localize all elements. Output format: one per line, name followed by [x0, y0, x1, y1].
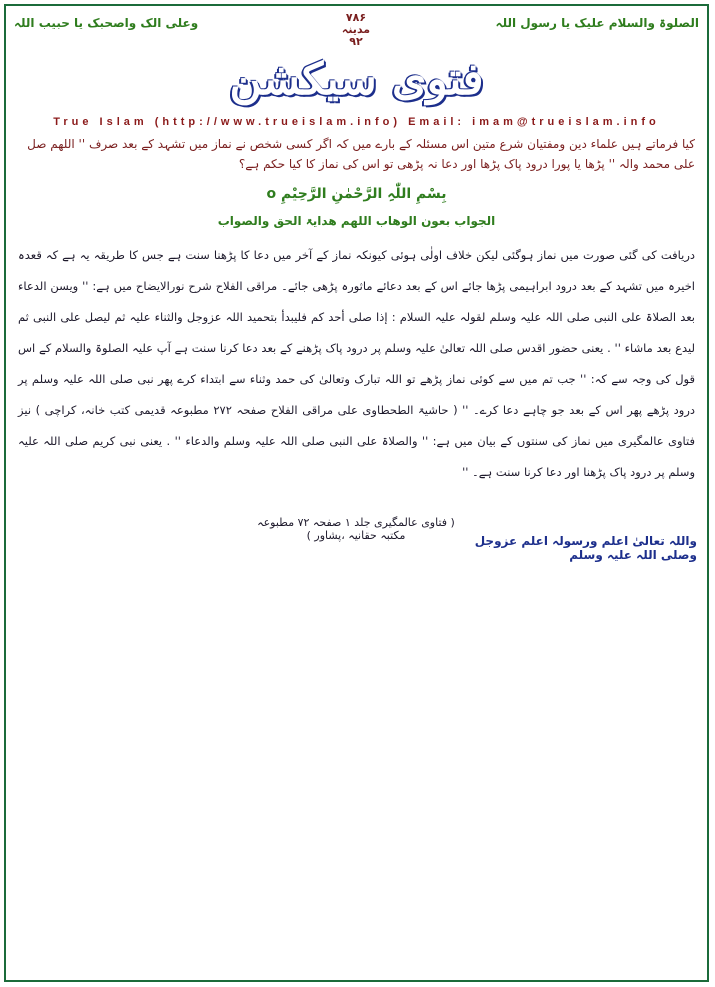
page-header — [6, 12, 707, 52]
question-text: کیا فرماتے ہیں علماء دین ومفتیان شرع متین اس مسئلہ کے بارے میں کہ اگر کسی شخص نے نماز میں تشہد کے بعد صرف '' اللھم صل علی محمد والہ '' پڑھا یا پورا درود پاک پڑھا اور دعا نہ پڑھی تو اس کی نماز کا کیا حکم ہے؟ — [27, 137, 695, 171]
site-info-line: True Islam (http://www.trueislam.info) Email: imam@trueislam.info — [53, 116, 660, 128]
salutation-right: الصلوۃ والسلام علیک یا رسول اللہ — [495, 16, 699, 30]
page-title: فتوی سیکشن — [229, 54, 484, 105]
salutation-left: وعلی الک واصحبک یا حبیب اللہ — [14, 16, 199, 30]
header-number-bottom: ۹۲ — [349, 35, 363, 48]
page-frame — [4, 4, 709, 982]
bismillah: بِسْمِ اللّٰہِ الرَّحْمٰنِ الرَّحِیْمِ o — [266, 186, 447, 202]
header-center-block — [306, 12, 406, 48]
header-number-top: ۷۸۶ — [345, 11, 367, 24]
header-word-madina: مدینہ — [341, 23, 371, 36]
closing-line: واللہ تعالیٰ اعلم ورسولہ اعلم عزوجل وصلی اللہ علیہ وسلم — [474, 534, 697, 562]
reference-citation: ( فتاوی عالمگیری جلد ۱ صفحہ ۷۲ مطبوعہ مکتبہ حقانیہ ،پشاور ) — [257, 516, 455, 542]
answer-body: دریافت کی گئی صورت میں نماز ہوگئی لیکن خلاف اولٰی ہوئی کیونکہ نماز کے آخر میں دعا کا پڑھنا سنت ہے جس کا طریقہ یہ ہے کہ قعدہ اخیرہ میں تشہد کے بعد درود ابراہیمی پڑھا جائے اس کے بعد دعائے ماثورہ پڑھی جائے۔ مراقی الفلاح شرح نورالایضاح میں ہے: '' ویسن الدعاء بعد الصلاۃ علی النبی صلی اللہ علیہ وسلم لقولہ علیہ السلام : إذا صلی أحد کم فلیبدأ بتحمید اللہ عزوجل والثناء علیہ ثم لیصل علی النبی ثم لیدع بعد ماشاء '' . یعنی حضور اقدس صلی اللہ تعالیٰ علیہ وسلم پر درود پاک پڑھنے کے بعد دعا کرنا سنت ہے آپ علیہ الصلوۃ والسلام کے اس قول کی وجہ سے کہ: '' جب تم میں سے کوئی نماز پڑھے تو اللہ تبارک وتعالیٰ کی حمد وثناء سے ابتداء کرے پھر نبی صلی اللہ علیہ وسلم پر درود پڑھے پھر اس کے بعد جو چاہے دعا کرے۔ '' ( حاشیۃ الطحطاوی علی مراقی الفلاح صفحہ ۲۷۲ مطبوعہ قدیمی کتب خانہ، کراچی ) نیز فتاوی عالمگیری میں نماز کی سنتوں کے بیان میں ہے: '' والصلاۃ علی النبی صلی اللہ علیہ وسلم والدعاء '' . یعنی نبی کریم صلی اللہ علیہ وسلم پر درود پاک پڑھنا اور دعا کرنا سنت ہے۔ '' — [18, 248, 695, 479]
answer-heading: الجواب بعون الوھاب اللھم ھدایۃ الحق والصواب — [217, 214, 496, 228]
